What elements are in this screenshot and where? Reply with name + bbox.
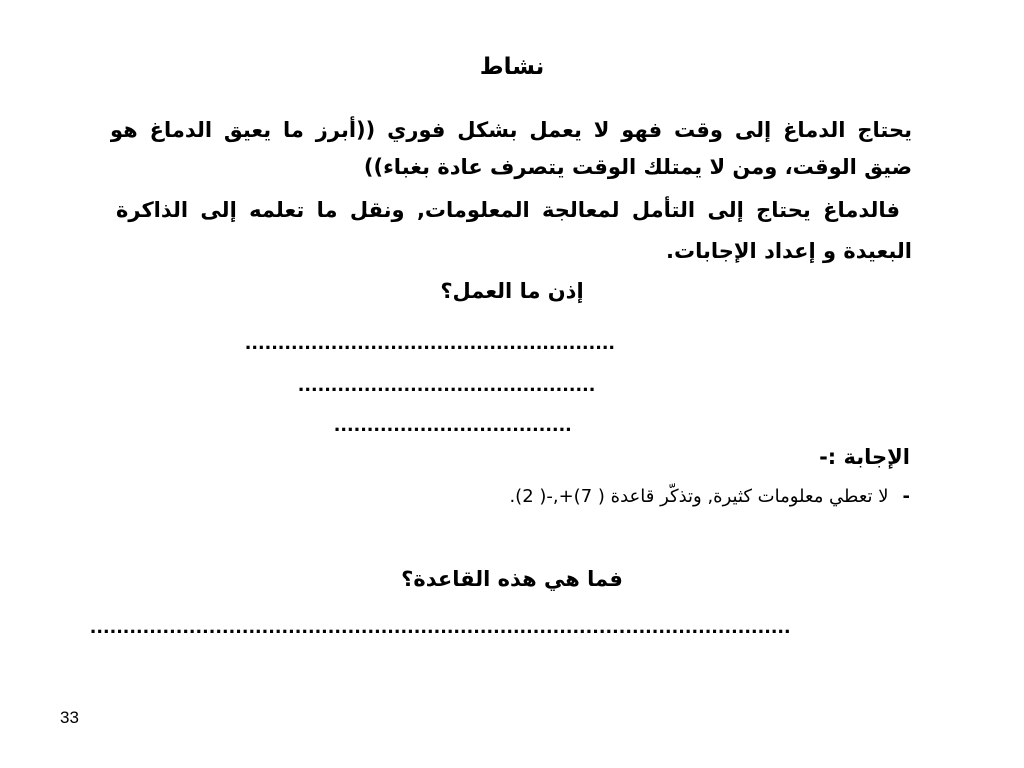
paragraph-line-1: يحتاج الدماغ إلى وقت فهو لا يعمل بشكل فوري ((أبرز ما يعيق الدماغ هو (110, 118, 912, 142)
paragraph-line-4: البعيدة و إعداد الإجابات. (666, 239, 912, 263)
page-number: 33 (60, 708, 79, 727)
answer-blank-line-1: ........................................................ (245, 330, 616, 354)
answer-blank-line-2: ............................................. (298, 372, 596, 396)
answer-blank-line-4: .......................................................................................................... (90, 614, 791, 638)
paragraph-line-2: ضيق الوقت، ومن لا يمتلك الوقت يتصرف عادة بغباء)) (363, 155, 912, 179)
answer-label: الإجابة :- (819, 445, 910, 469)
answer-bullet (509, 482, 910, 512)
slide-title: نشاط (479, 54, 545, 80)
answer-text: لا تعطي معلومات كثيرة, وتذكّر قاعدة ( 7)+,-( 2). (509, 486, 889, 507)
paragraph-line-3: فالدماغ يحتاج إلى التأمل لمعالجة المعلومات, ونقل ما تعلمه إلى الذاكرة (116, 198, 900, 222)
question-what-is-rule: فما هي هذه القاعدة؟ (401, 567, 623, 591)
question-what-to-do: إذن ما العمل؟ (440, 279, 584, 303)
answer-blank-line-3: .................................... (334, 412, 573, 436)
bullet-dash: - (902, 486, 910, 507)
